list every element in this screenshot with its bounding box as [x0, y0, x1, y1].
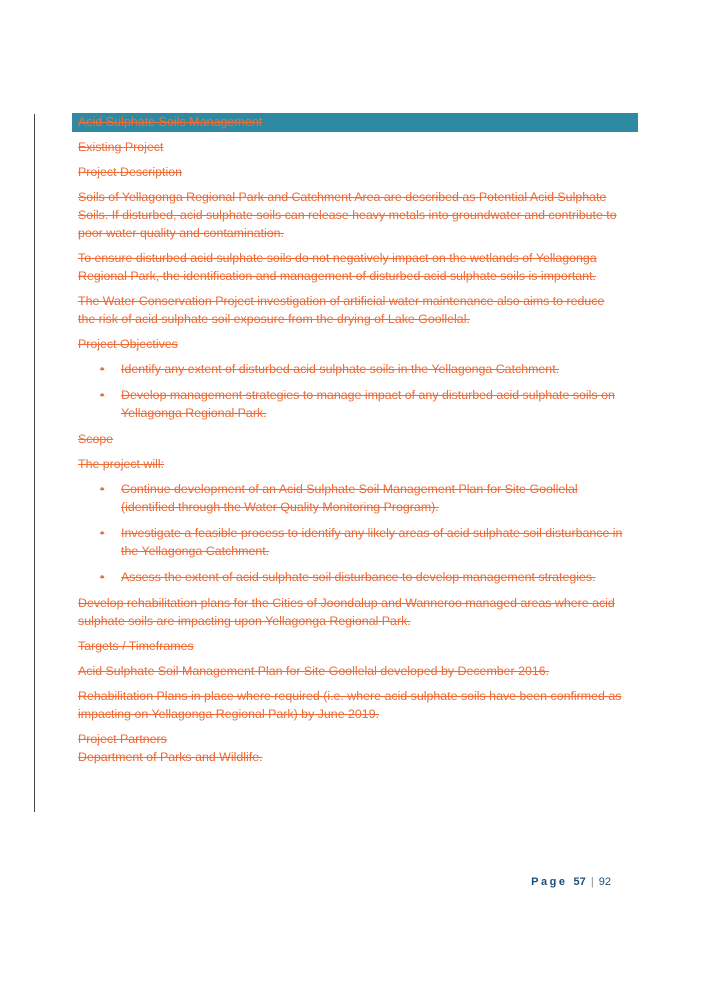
partners-text: Department of Parks and Wildlife.	[78, 750, 263, 764]
page-footer	[531, 876, 611, 888]
bullet-icon: •	[100, 570, 105, 584]
page-number: 57	[573, 876, 586, 888]
list-item-text: Continue development of an Acid Sulphate Soil Management Plan for Site Goollelal (identified through the Water Quality Monitoring Program).	[121, 482, 578, 514]
description-paragraph: The Water Conservation Project investigation of artificial water maintenance also aims to reduce the risk of acid sulphate soil exposure from the drying of Lake Goollelal.	[78, 294, 605, 326]
description-paragraph: Soils of Yellagonga Regional Park and Catchment Area are described as Potential Acid Sulphate Soils. If disturbed, acid sulphate soils can release heavy metals into groundwater and contribute to poor water quality and contamination.	[78, 190, 617, 240]
description-heading: Project Description	[78, 165, 182, 179]
scope-list	[78, 480, 624, 586]
list-item-text: Assess the extent of acid sulphate soil disturbance to develop management strategies.	[121, 570, 596, 584]
scope-heading: Scope	[78, 432, 114, 446]
description-paragraph: To ensure disturbed acid sulphate soils do not negatively impact on the wetlands of Yellagonga Regional Park, the identification and management of disturbed acid sulphate soils is important.	[78, 251, 597, 283]
section-header-bar	[72, 113, 638, 132]
list-item-text: Identify any extent of disturbed acid sulphate soils in the Yellagonga Catchment.	[121, 362, 560, 376]
bullet-icon: •	[100, 388, 105, 402]
targets-heading: Targets / Timeframes	[78, 639, 194, 653]
change-bar	[34, 114, 35, 812]
partners-heading: Project Partners	[78, 732, 167, 746]
list-item	[78, 386, 624, 422]
project-status: Existing Project	[78, 140, 164, 154]
bullet-icon: •	[100, 482, 105, 496]
list-item	[78, 568, 624, 586]
list-item-text: Investigate a feasible process to identify any likely areas of acid sulphate soil disturbance in the Yellagonga Catchment.	[121, 526, 623, 558]
total-pages: 92	[598, 876, 611, 888]
page-label: Page	[531, 876, 568, 888]
list-item	[78, 360, 624, 378]
target-item: Rehabilitation Plans in place where required (i.e. where acid sulphate soils have been confirmed as impacting on Yellagonga Regional Park) by June 2019.	[78, 689, 622, 721]
bullet-icon: •	[100, 362, 105, 376]
scope-outro: Develop rehabilitation plans for the Cities of Joondalup and Wanneroo managed areas where acid sulphate soils are impacting upon Yellagonga Regional Park.	[78, 596, 615, 628]
target-item: Acid Sulphate Soil Management Plan for Site Goollelal developed by December 2016.	[78, 664, 550, 678]
bullet-icon: •	[100, 526, 105, 540]
list-item-text: Develop management strategies to manage impact of any disturbed acid sulphate soils on Yellagonga Regional Park.	[121, 388, 615, 420]
scope-intro: The project will:	[78, 457, 165, 471]
list-item	[78, 480, 624, 516]
objectives-heading: Project Objectives	[78, 337, 178, 351]
list-item	[78, 524, 624, 560]
objectives-list	[78, 360, 624, 422]
section-title: Acid Sulphate Soils Management	[78, 115, 263, 129]
page-separator: |	[590, 876, 594, 888]
section-body	[78, 138, 624, 773]
